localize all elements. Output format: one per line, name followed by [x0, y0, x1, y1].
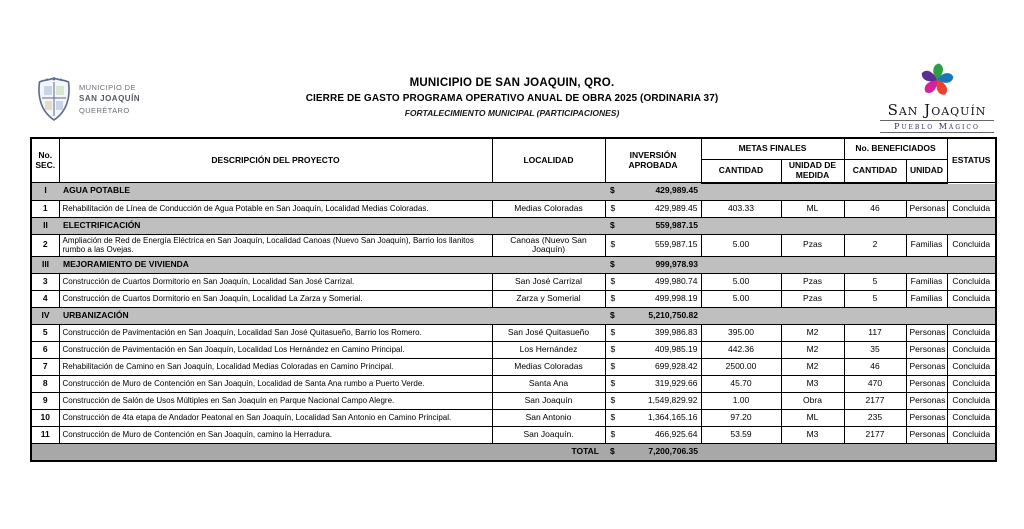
cell-amount [605, 274, 701, 291]
cell-amount [605, 376, 701, 393]
cell-description: Construcción de Pavimentación en San Joaquín, Localidad San José Quitasueño, Barrio los Romero. [59, 325, 492, 342]
cell-description: Construcción de Muro de Contención en San Joaquín, camino la Herradura. [59, 427, 492, 444]
cell-description: Construcción de Salón de Usos Múltiples en San Joaquín en Parque Nacional Campo Alegre. [59, 393, 492, 410]
cell-section-filler [701, 183, 996, 201]
cell-unidad-medida: Pzas [781, 274, 844, 291]
amount-value: 559,987.15 [654, 239, 698, 250]
cell-sec-number: 11 [31, 427, 59, 444]
amount-value: 699,928.42 [654, 361, 698, 372]
amount-value: 5,210,750.82 [648, 310, 698, 321]
cell-sec-number: 7 [31, 359, 59, 376]
project-row [31, 291, 996, 308]
cell-metas-cantidad: 53.59 [701, 427, 781, 444]
project-row [31, 200, 996, 217]
cell-benef-cantidad: 5 [844, 291, 906, 308]
cell-metas-cantidad: 5.00 [701, 274, 781, 291]
cell-metas-cantidad: 2500.00 [701, 359, 781, 376]
page-subtitle: CIERRE DE GASTO PROGRAMA OPERATIVO ANUAL DE OBRA 2025 (ORDINARIA 37) [305, 93, 719, 104]
amount-value: 999,978.93 [655, 259, 698, 270]
cell-section-number: III [31, 257, 59, 274]
currency-symbol: $ [610, 239, 616, 250]
cell-sec-number: 10 [31, 410, 59, 427]
cell-benef-cantidad: 35 [844, 342, 906, 359]
project-row [31, 325, 996, 342]
cell-metas-cantidad: 45.70 [701, 376, 781, 393]
cell-benef-unidad: Personas [906, 393, 947, 410]
cell-metas-cantidad: 5.00 [701, 291, 781, 308]
cell-description: Rehabilitación de Línea de Conducción de Agua Potable en San Joaquín, Localidad Medias Coloradas. [59, 200, 492, 217]
cell-benef-cantidad: 470 [844, 376, 906, 393]
cell-metas-cantidad: 5.00 [701, 234, 781, 257]
cell-description: Construcción de Muro de Contención en San Joaquín, Localidad de Santa Ana rumbo a Puerto Verde. [59, 376, 492, 393]
municipal-logo-line2: SAN JOAQUÍN [79, 94, 141, 103]
cell-sec-number: 2 [31, 234, 59, 257]
cell-unidad-medida: M3 [781, 376, 844, 393]
project-row [31, 234, 996, 257]
pueblo-magico-pinwheel-icon [872, 60, 1002, 100]
cell-amount [605, 359, 701, 376]
currency-symbol: $ [610, 412, 616, 423]
cell-benef-cantidad: 2 [844, 234, 906, 257]
cell-amount [605, 427, 701, 444]
cell-description: Construcción de Cuartos Dormitorio en San Joaquín, Localidad San José Carrizal. [59, 274, 492, 291]
cell-localidad: Zarza y Somerial [492, 291, 605, 308]
currency-symbol: $ [610, 429, 616, 440]
cell-sec-number: 6 [31, 342, 59, 359]
currency-symbol: $ [610, 310, 615, 321]
project-row [31, 410, 996, 427]
col-header-unidad-benef: UNIDAD [906, 160, 947, 183]
col-header-localidad: LOCALIDAD [492, 138, 605, 183]
cell-section-filler [701, 217, 996, 234]
municipal-logo-line1: MUNICIPIO DE [79, 82, 136, 92]
cell-description: Construcción de 4ta etapa de Andador Peatonal en San Joaquín, Localidad San Antonio en Camino Principal. [59, 410, 492, 427]
currency-symbol: $ [610, 293, 616, 304]
col-header-no-sec: No. SEC. [31, 138, 59, 183]
cell-metas-cantidad: 403.33 [701, 200, 781, 217]
cell-localidad: Medias Coloradas [492, 359, 605, 376]
col-header-cantidad-metas: CANTIDAD [701, 160, 781, 183]
cell-estatus: Concluida [947, 410, 996, 427]
cell-amount [605, 183, 701, 201]
cell-estatus: Concluida [947, 376, 996, 393]
brand-name: San Joaquín [887, 101, 987, 119]
col-header-estatus: ESTATUS [947, 138, 996, 183]
currency-symbol: $ [610, 361, 616, 372]
amount-value: 409,985.19 [654, 344, 698, 355]
cell-amount [605, 308, 701, 325]
cell-localidad: San José Carrizal [492, 274, 605, 291]
cell-metas-cantidad: 395.00 [701, 325, 781, 342]
cell-section-title: MEJORAMIENTO DE VIVIENDA [59, 257, 605, 274]
cell-unidad-medida: Pzas [781, 291, 844, 308]
cell-section-filler [701, 308, 996, 325]
budget-table-body [31, 183, 996, 462]
cell-amount [605, 325, 701, 342]
cell-benef-cantidad: 235 [844, 410, 906, 427]
section-row [31, 183, 996, 201]
cell-unidad-medida: ML [781, 200, 844, 217]
amount-value: 559,987.15 [655, 219, 698, 230]
cell-amount [605, 257, 701, 274]
currency-symbol: $ [610, 327, 616, 338]
cell-benef-cantidad: 117 [844, 325, 906, 342]
currency-symbol: $ [610, 219, 615, 230]
cell-estatus: Concluida [947, 393, 996, 410]
amount-value: 466,925.64 [654, 429, 698, 440]
col-header-metas-finales: METAS FINALES [701, 138, 844, 160]
currency-symbol: $ [610, 185, 615, 196]
page-title: MUNICIPIO DE SAN JOAQUIN, QRO. [409, 77, 615, 89]
cell-localidad: Medias Coloradas [492, 200, 605, 217]
cell-section-title: URBANIZACIÓN [59, 308, 605, 325]
cell-localidad: Santa Ana [492, 376, 605, 393]
cell-amount [605, 410, 701, 427]
cell-unidad-medida: M2 [781, 325, 844, 342]
cell-unidad-medida: ML [781, 410, 844, 427]
cell-amount [605, 291, 701, 308]
cell-description: Rehabilitación de Camino en San Joaquín, Localidad Medias Coloradas en Camino Principal. [59, 359, 492, 376]
cell-description: Ampliación de Red de Energía Eléctrica en San Joaquín, Localidad Canoas (Nuevo San Joaquín), Barrio los llanitos rumbo a las Ovejas. [59, 234, 492, 257]
cell-total-label: TOTAL [31, 444, 605, 462]
cell-localidad: Canoas (Nuevo San Joaquín) [492, 234, 605, 257]
cell-benef-unidad: Familias [906, 291, 947, 308]
cell-section-number: IV [31, 308, 59, 325]
amount-value: 1,549,829.92 [647, 395, 698, 406]
cell-benef-unidad: Familias [906, 274, 947, 291]
cell-localidad: Los Hernández [492, 342, 605, 359]
amount-value: 429,989.45 [655, 185, 698, 196]
pueblo-magico-logo [872, 60, 1002, 133]
cell-sec-number: 5 [31, 325, 59, 342]
cell-benef-cantidad: 2177 [844, 427, 906, 444]
cell-section-title: AGUA POTABLE [59, 183, 605, 201]
cell-sec-number: 9 [31, 393, 59, 410]
page-subtitle-program: FORTALECIMIENTO MUNICIPAL (PARTICIPACIONES) [404, 108, 620, 118]
cell-estatus: Concluida [947, 274, 996, 291]
cell-estatus: Concluida [947, 200, 996, 217]
cell-estatus: Concluida [947, 359, 996, 376]
project-row [31, 342, 996, 359]
project-row [31, 376, 996, 393]
cell-localidad: San Joaquín. [492, 427, 605, 444]
currency-symbol: $ [610, 395, 616, 406]
brand-tagline: Pueblo Mágico [880, 120, 994, 133]
amount-value: 499,998.19 [654, 293, 698, 304]
cell-localidad: San Antonio [492, 410, 605, 427]
col-header-beneficiados: No. BENEFICIADOS [844, 138, 947, 160]
cell-estatus: Concluida [947, 342, 996, 359]
cell-description: Construcción de Cuartos Dormitorio en San Joaquín, Localidad La Zarza y Somerial. [59, 291, 492, 308]
currency-symbol: $ [610, 259, 615, 270]
project-row [31, 427, 996, 444]
budget-table [30, 137, 997, 462]
cell-amount [605, 217, 701, 234]
cell-benef-cantidad: 46 [844, 359, 906, 376]
cell-amount [605, 200, 701, 217]
municipal-logo-line3: QUERÉTARO [79, 106, 130, 115]
col-header-inversion: INVERSIÓN APROBADA [605, 138, 701, 183]
cell-amount [605, 444, 701, 462]
cell-total-filler [701, 444, 996, 462]
amount-value: 429,989.45 [654, 202, 698, 213]
cell-localidad: San Joaquín [492, 393, 605, 410]
cell-benef-cantidad: 2177 [844, 393, 906, 410]
cell-localidad: San José Quitasueño [492, 325, 605, 342]
cell-amount [605, 342, 701, 359]
cell-unidad-medida: Pzas [781, 234, 844, 257]
cell-benef-unidad: Familias [906, 234, 947, 257]
cell-estatus: Concluida [947, 427, 996, 444]
cell-benef-cantidad: 5 [844, 274, 906, 291]
cell-unidad-medida: M3 [781, 427, 844, 444]
col-header-descripcion: DESCRIPCIÓN DEL PROYECTO [59, 138, 492, 183]
currency-symbol: $ [610, 344, 616, 355]
cell-section-number: I [31, 183, 59, 201]
currency-symbol: $ [610, 446, 615, 457]
cell-benef-unidad: Personas [906, 427, 947, 444]
cell-sec-number: 8 [31, 376, 59, 393]
project-row [31, 393, 996, 410]
total-row [31, 444, 996, 462]
amount-value: 399,986.83 [654, 327, 698, 338]
cell-sec-number: 4 [31, 291, 59, 308]
cell-metas-cantidad: 1.00 [701, 393, 781, 410]
cell-amount [605, 234, 701, 257]
cell-amount [605, 393, 701, 410]
cell-benef-unidad: Personas [906, 342, 947, 359]
table-header-row-1 [31, 138, 996, 160]
cell-benef-unidad: Personas [906, 325, 947, 342]
cell-metas-cantidad: 97.20 [701, 410, 781, 427]
document-titles [0, 77, 1024, 118]
cell-estatus: Concluida [947, 234, 996, 257]
cell-benef-unidad: Personas [906, 410, 947, 427]
section-row [31, 217, 996, 234]
cell-section-number: II [31, 217, 59, 234]
section-row [31, 308, 996, 325]
amount-value: 499,980.74 [654, 276, 698, 287]
cell-description: Construcción de Pavimentación en San Joaquín, Localidad Los Hernández en Camino Principal. [59, 342, 492, 359]
col-header-unidad-medida: UNIDAD DE MEDIDA [781, 160, 844, 183]
cell-estatus: Concluida [947, 291, 996, 308]
currency-symbol: $ [610, 276, 616, 287]
cell-benef-unidad: Personas [906, 200, 947, 217]
col-header-cantidad-benef: CANTIDAD [844, 160, 906, 183]
project-row [31, 359, 996, 376]
cell-sec-number: 3 [31, 274, 59, 291]
cell-unidad-medida: M2 [781, 342, 844, 359]
cell-estatus: Concluida [947, 325, 996, 342]
cell-section-filler [701, 257, 996, 274]
amount-value: 7,200,706.35 [648, 446, 698, 457]
cell-unidad-medida: M2 [781, 359, 844, 376]
cell-benef-cantidad: 46 [844, 200, 906, 217]
amount-value: 1,364,165.16 [647, 412, 698, 423]
cell-benef-unidad: Personas [906, 376, 947, 393]
cell-metas-cantidad: 442.36 [701, 342, 781, 359]
cell-section-title: ELECTRIFICACIÓN [59, 217, 605, 234]
project-row [31, 274, 996, 291]
cell-benef-unidad: Personas [906, 359, 947, 376]
amount-value: 319,929.66 [654, 378, 698, 389]
cell-sec-number: 1 [31, 200, 59, 217]
currency-symbol: $ [610, 378, 616, 389]
cell-unidad-medida: Obra [781, 393, 844, 410]
section-row [31, 257, 996, 274]
currency-symbol: $ [610, 202, 616, 213]
